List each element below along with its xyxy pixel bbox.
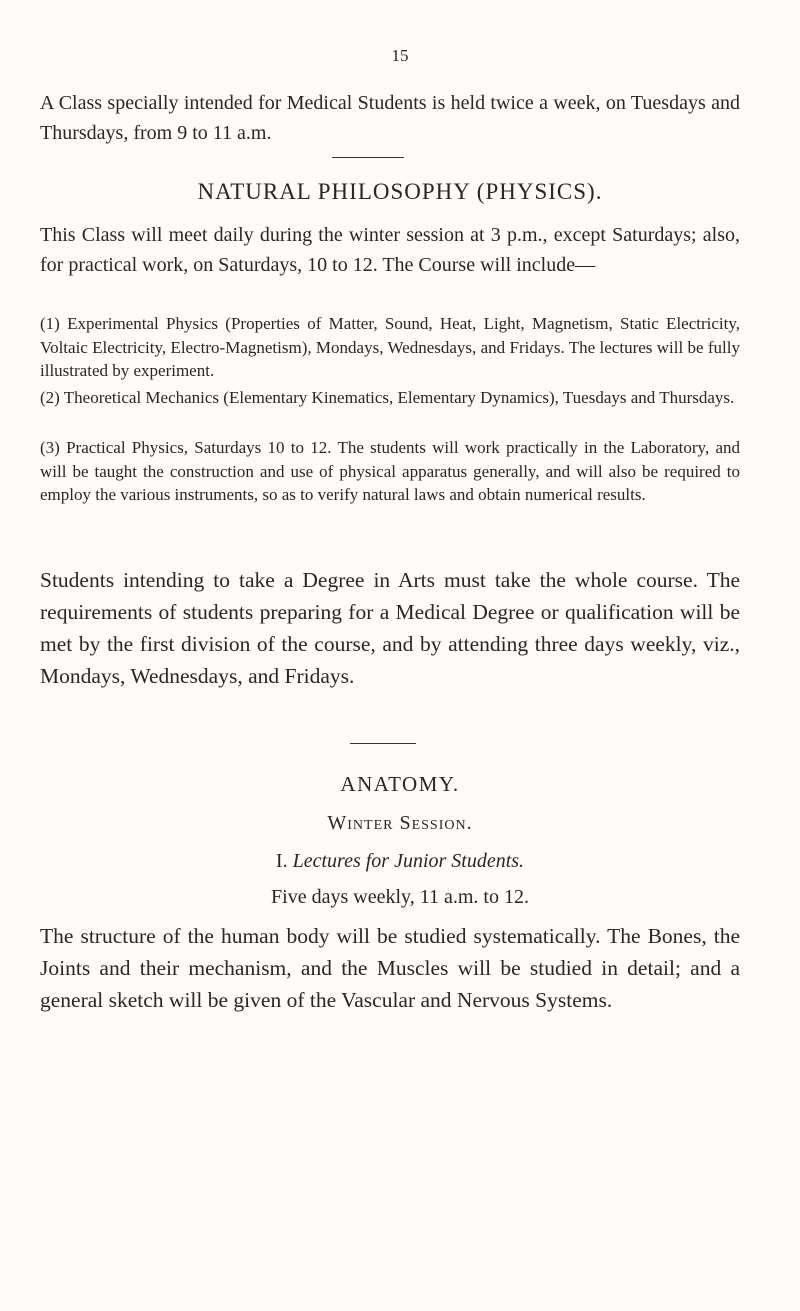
- anatomy-heading: ANATOMY.: [340, 772, 460, 796]
- section-divider: [332, 157, 404, 158]
- physics-heading: NATURAL PHILOSOPHY (PHYSICS).: [197, 179, 603, 204]
- medical-class-note: A Class specially intended for Medical Students is held twice a week, on Tuesdays and Thursdays, from 9 to 11 a.m.: [40, 92, 740, 144]
- subheading-number: I.: [275, 850, 288, 872]
- session-label: Winter Session.: [327, 812, 473, 834]
- physics-item-2: (2) Theoretical Mechanics (Elementary Kinematics, Elementary Dynamics), Tuesdays and Thursdays.: [40, 388, 735, 407]
- anatomy-subheading: [0, 850, 800, 873]
- subheading-title: Lectures for Junior Students.: [292, 850, 525, 872]
- anatomy-schedule: Five days weekly, 11 a.m. to 12.: [271, 886, 529, 908]
- physics-intro: This Class will meet daily during the winter session at 3 p.m., except Saturdays; also, for practical work, on Saturdays, 10 to 12. The Course will include—: [40, 224, 740, 276]
- page-number: 15: [391, 46, 409, 65]
- physics-note: Students intending to take a Degree in Arts must take the whole course. The requirements of students preparing for a Medical Degree or qualification will be met by the first division of the course, and by attending three days weekly, viz., Mondays, Wednesdays, and Fridays.: [40, 568, 740, 688]
- physics-item-1: (1) Experimental Physics (Properties of Matter, Sound, Heat, Light, Magnetism, Static Electricity, Voltaic Electricity, Electro-Magnetism), Mondays, Wednesdays, and Fridays. The lectures will be fully illustrated by experiment.: [40, 314, 740, 380]
- anatomy-description: The structure of the human body will be studied systematically. The Bones, the Joints and their mechanism, and the Muscles will be studied in detail; and a general sketch will be given of the Vascular and Nervous Systems.: [40, 924, 740, 1012]
- section-divider: [350, 743, 416, 744]
- physics-item-3: (3) Practical Physics, Saturdays 10 to 12. The students will work practically in the Laboratory, and will be taught the construction and use of physical apparatus generally, and will also be required to employ the various instruments, so as to verify natural laws and obtain numerical results.: [40, 438, 740, 504]
